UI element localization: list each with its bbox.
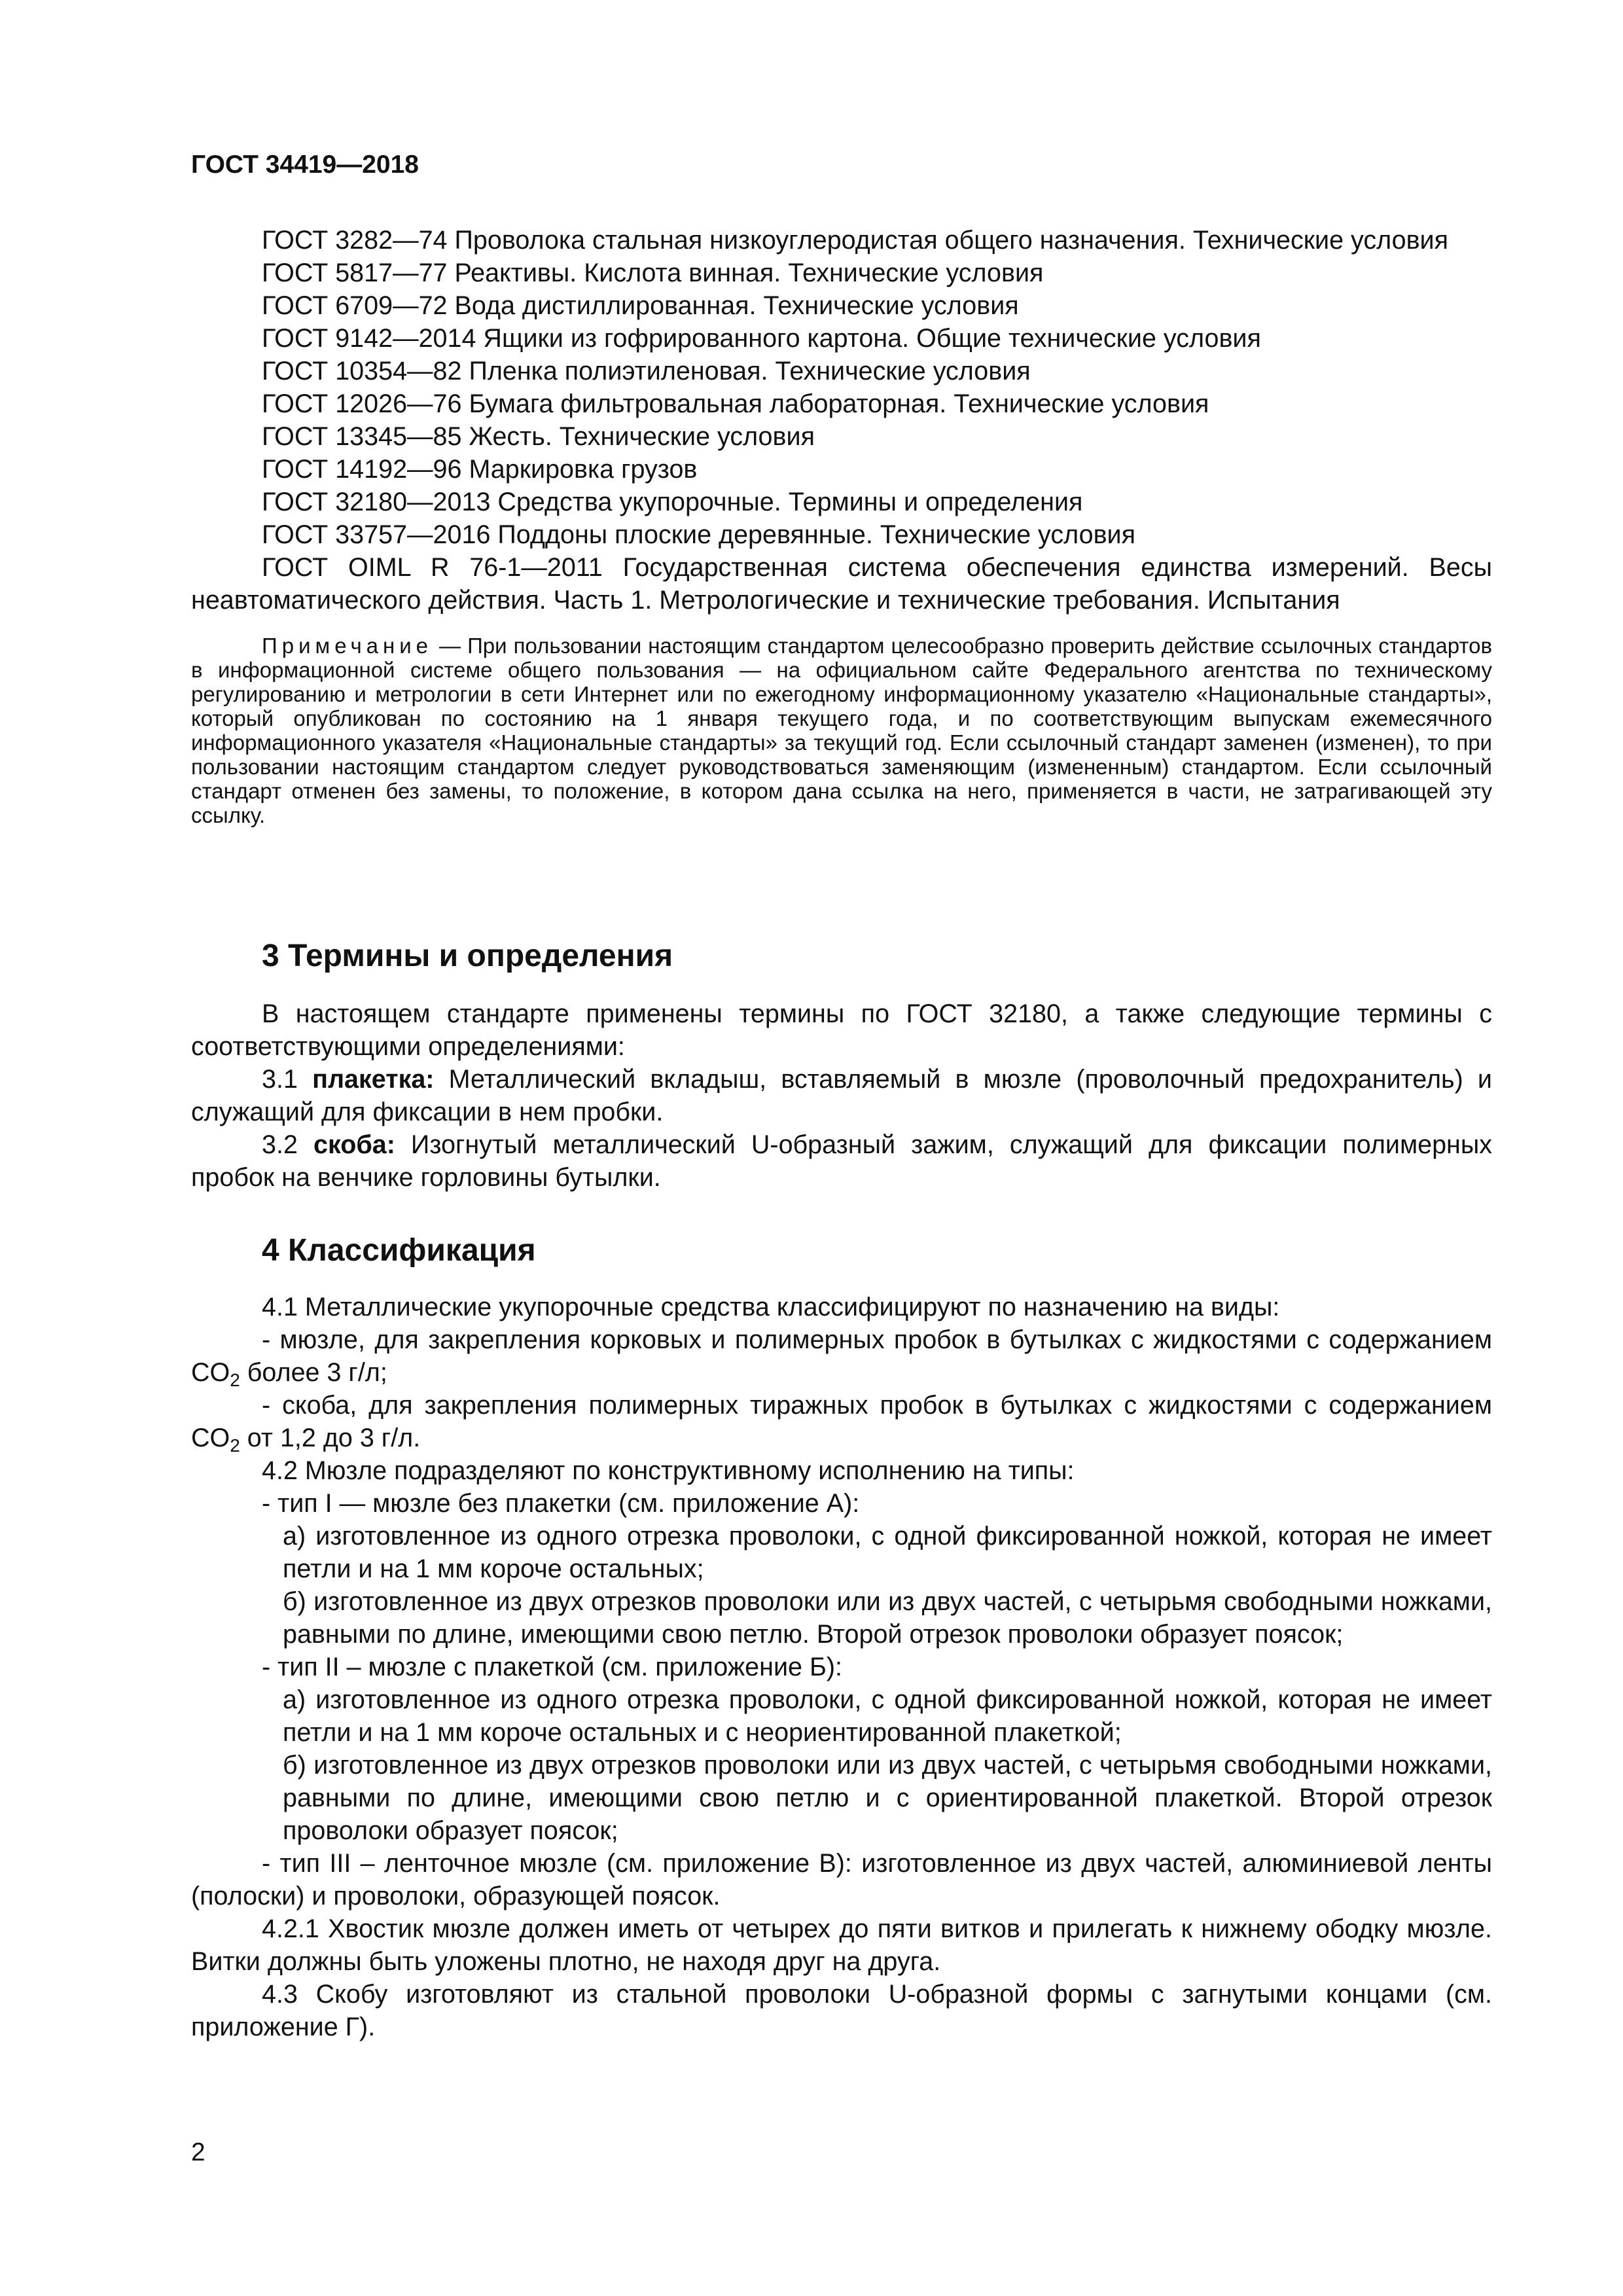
note-text: — При пользовании настоящим стандартом целесообразно проверить действие ссылочных стандартов в информационной системе общего пользования — на официальном сайте Федерального агентства по техническому регулированию и метрологии в сети Интернет или по ежегодному информационному указателю «Национальные стандарты», который опубликован по состоянию на 1 января текущего года, и по соответствующим выпускам ежемесячного информационного указателя «Национальные стандарты» за текущий год. Если ссылочный стандарт заменен (изменен), то при пользовании настоящим стандартом следует руководствоваться заменяющим (измененным) стандартом. Если ссылочный стандарт отменен без замены, то положение, в котором дана ссылка на него, применяется в части, не затрагивающей эту ссылку. (191, 634, 1492, 827)
clause-4-1-item-skoba (191, 1389, 1492, 1454)
reference-item: ГОСТ 9142—2014 Ящики из гофрированного картона. Общие технические условия (262, 324, 1261, 353)
document-code: ГОСТ 34419—2018 (191, 151, 419, 179)
clause-4-2-1: 4.2.1 Хвостик мюзле должен иметь от четырех до пяти витков и прилегать к нижнему ободку мюзле. Витки должны быть уложены плотно, не находя друг на друга. (191, 1914, 1492, 1976)
term-skoba (191, 1128, 1492, 1194)
note-label: Примечание (262, 634, 433, 658)
reference-item: ГОСТ 12026—76 Бумага фильтровальная лабораторная. Технические условия (262, 389, 1209, 418)
reference-item: ГОСТ 32180—2013 Средства укупорочные. Термины и определения (262, 488, 1083, 516)
type-1-b: б) изготовленное из двух отрезков проволоки или из двух частей, с четырьмя свободными ножками, равными по длине, имеющими свою петлю. Второй отрезок проволоки образует поясок; (283, 1587, 1492, 1649)
text-fragment: - мюзле, для закрепления корковых и полимерных пробок в бутылках с жидкостями с содержанием CO (191, 1325, 1492, 1387)
section-3-title: 3 Термины и определения (262, 939, 673, 973)
clause-4-2: 4.2 Мюзле подразделяют по конструктивному исполнению на типы: (262, 1456, 1075, 1485)
type-2-a: а) изготовленное из одного отрезка проволоки, с одной фиксированной ножкой, которая не имеет петли и на 1 мм короче остальных и с неориентированной плакеткой; (283, 1685, 1492, 1747)
reference-item: ГОСТ 5817—77 Реактивы. Кислота винная. Технические условия (262, 259, 1044, 287)
type-3: - тип III – ленточное мюзле (см. приложение В): изготовленное из двух частей, алюминиевой ленты (полоски) и проволоки, образующей поясок. (191, 1849, 1492, 1910)
text-fragment: - скоба, для закрепления полимерных тиражных пробок в бутылках с жидкостями с содержанием CO (191, 1391, 1492, 1452)
term-number: 3.2 (262, 1130, 313, 1159)
section-3-intro: В настоящем стандарте применены термины по ГОСТ 32180, а также следующие термины с соответствующими определениями: (191, 999, 1492, 1061)
text-fragment: более 3 г/л; (240, 1358, 387, 1387)
term-definition: Металлический вкладыш, вставляемый в мюзле (проволочный предохранитель) и служащий для фиксации в нем пробки. (191, 1065, 1492, 1126)
reference-item: ГОСТ 6709—72 Вода дистиллированная. Технические условия (262, 291, 1019, 320)
term-number: 3.1 (262, 1065, 313, 1094)
type-2: - тип II – мюзле с плакеткой (см. приложение Б): (262, 1653, 842, 1681)
reference-item: ГОСТ 3282—74 Проволока стальная низкоуглеродистая общего назначения. Технические условия (262, 226, 1449, 255)
term-name: плакетка: (312, 1065, 435, 1094)
page-number: 2 (191, 2138, 205, 2166)
section-4-title: 4 Классификация (262, 1233, 536, 1268)
text-fragment: от 1,2 до 3 г/л. (240, 1424, 421, 1452)
subscript: 2 (230, 1435, 240, 1456)
reference-item: ГОСТ 13345—85 Жесть. Технические условия (262, 422, 815, 451)
reference-item: ГОСТ 10354—82 Пленка полиэтиленовая. Технические условия (262, 357, 1031, 386)
subscript: 2 (230, 1370, 240, 1390)
term-name: скоба: (313, 1130, 395, 1159)
clause-4-1: 4.1 Металлические укупорочные средства классифицируют по назначению на виды: (262, 1293, 1280, 1321)
type-1: - тип I — мюзле без плакетки (см. приложение А): (262, 1489, 860, 1518)
reference-item: ГОСТ 14192—96 Маркировка грузов (262, 455, 698, 484)
reference-item: ГОСТ 33757—2016 Поддоны плоские деревянные. Технические условия (262, 520, 1136, 549)
section-4-body (191, 1291, 1492, 2043)
term-plaketka (191, 1063, 1492, 1128)
term-definition: Изогнутый металлический U-образный зажим, служащий для фиксации полимерных пробок на венчике горловины бутылки. (191, 1130, 1492, 1192)
section-3-body (191, 997, 1492, 1194)
clause-4-1-item-muzle (191, 1323, 1492, 1389)
type-1-a: а) изготовленное из одного отрезка проволоки, с одной фиксированной ножкой, которая не имеет петли и на 1 мм короче остальных; (283, 1522, 1492, 1583)
normative-references-list (191, 224, 1492, 617)
clause-4-3: 4.3 Скобу изготовляют из стальной проволоки U-образной формы с загнутыми концами (см. приложение Г). (191, 1980, 1492, 2041)
reference-item: ГОСТ OIML R 76-1—2011 Государственная система обеспечения единства измерений. Весы неавтоматического действия. Часть 1. Метрологические и технические требования. Испытания (191, 553, 1492, 615)
note-paragraph (191, 634, 1492, 827)
type-2-b: б) изготовленное из двух отрезков проволоки или из двух частей, с четырьмя свободными ножками, равными по длине, имеющими свою петлю и с ориентированной плакеткой. Второй отрезок проволоки образует поясок; (283, 1751, 1492, 1845)
